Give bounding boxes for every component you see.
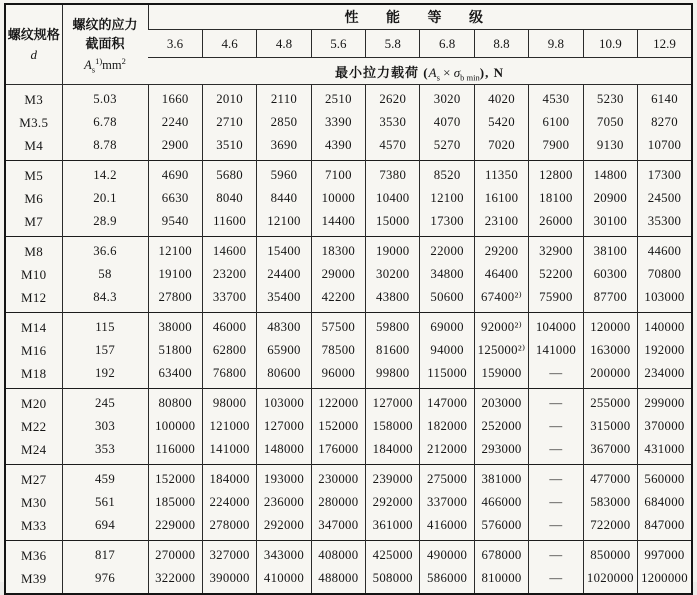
load-value-cell: 381000 [474,465,528,492]
load-value-cell: 2240 [148,111,202,134]
load-value-cell: 367000 [583,438,637,465]
load-value-cell: — [529,362,583,389]
load-value-cell: 10000 [311,187,365,210]
stress-area-cell: 192 [62,362,148,389]
load-value-cell: 35400 [257,286,311,313]
thread-spec-cell: M14 [21,319,47,335]
load-value-cell: 212000 [420,438,474,465]
load-value-cell: 70800 [638,263,692,286]
load-value-cell: 2620 [366,85,420,112]
load-value-cell: — [529,438,583,465]
load-value-cell: 4070 [420,111,474,134]
load-value-cell: 120000 [583,313,637,340]
load-value-cell: 275000 [420,465,474,492]
stress-area-cell: 14.2 [62,161,148,188]
load-value-cell: 2110 [257,85,311,112]
thread-spec-cell: M3 [24,91,44,107]
load-value-cell: 125000²⁾ [474,339,528,362]
thread-spec-cell: M36 [21,547,47,563]
table-row [5,514,692,541]
load-value-cell: 76800 [202,362,256,389]
load-value-cell: 327000 [202,541,256,568]
load-value-cell: 431000 [638,438,692,465]
table-row [5,415,692,438]
load-value-cell: 850000 [583,541,637,568]
stress-area-cell: 5.03 [62,85,148,112]
load-value-cell: 315000 [583,415,637,438]
grade-header: 4.6 [202,30,256,58]
load-value-cell: 23100 [474,210,528,237]
load-value-cell: 98000 [202,389,256,416]
spec-group [5,541,692,595]
load-value-cell: 99800 [366,362,420,389]
stress-area-label-line1: 螺纹的应力 [72,16,138,32]
spec-group [5,161,692,237]
load-value-cell: 18300 [311,237,365,264]
load-value-cell: 1020000 [583,567,637,594]
load-value-cell: 14400 [311,210,365,237]
grade-header: 12.9 [638,30,692,58]
grade-header: 4.8 [257,30,311,58]
load-value-cell: 3020 [420,85,474,112]
load-value-cell: 15000 [366,210,420,237]
load-value-cell: 4570 [366,134,420,161]
stress-area-label-line2: 截面积 [85,36,125,52]
grade-header: 6.8 [420,30,474,58]
load-value-cell: 38100 [583,237,637,264]
load-value-cell: 27800 [148,286,202,313]
stress-area-cell: 976 [62,567,148,594]
load-value-cell: 20900 [583,187,637,210]
stress-area-cell: 561 [62,491,148,514]
load-value-cell: 390000 [202,567,256,594]
stress-area-cell: 115 [62,313,148,340]
table-row [5,263,692,286]
spec-group [5,237,692,313]
table-row [5,438,692,465]
thread-spec-cell: M39 [21,570,47,586]
table-row [5,567,692,594]
load-value-cell: 847000 [638,514,692,541]
table-row [5,491,692,514]
thread-spec-cell: M6 [24,190,44,206]
load-value-cell: 32900 [529,237,583,264]
load-value-cell: 3690 [257,134,311,161]
stress-area-cell: 245 [62,389,148,416]
load-value-cell: 5230 [583,85,637,112]
load-value-cell: 24400 [257,263,311,286]
load-value-cell: 67400²⁾ [474,286,528,313]
load-value-cell: 103000 [257,389,311,416]
load-value-cell: 270000 [148,541,202,568]
load-value-cell: 159000 [474,362,528,389]
stress-area-header [62,4,148,85]
load-value-cell: 224000 [202,491,256,514]
thread-spec-cell: M30 [21,494,47,510]
load-value-cell: 5270 [420,134,474,161]
thread-spec-cell: M16 [21,342,47,358]
load-value-cell: 8520 [420,161,474,188]
grade-header: 9.8 [529,30,583,58]
load-value-cell: 11600 [202,210,256,237]
load-value-cell: — [529,567,583,594]
load-value-cell: 5420 [474,111,528,134]
load-value-cell: 2010 [202,85,256,112]
load-value-cell: 280000 [311,491,365,514]
load-value-cell: 4390 [311,134,365,161]
thread-spec-cell: M3.5 [19,114,49,130]
table-row [5,111,692,134]
load-value-cell: 103000 [638,286,692,313]
load-value-cell: 7900 [529,134,583,161]
table-row [5,339,692,362]
load-value-cell: 127000 [366,389,420,416]
load-value-cell: 46000 [202,313,256,340]
thread-spec-symbol: d [30,46,37,62]
load-value-cell: 158000 [366,415,420,438]
min-load-title: 最小拉力载荷 $(A_s \times \sigma_{b min})$, N [148,58,692,85]
table-row [5,237,692,264]
table-row [5,362,692,389]
load-value-cell: 416000 [420,514,474,541]
load-value-cell: 583000 [583,491,637,514]
thread-spec-cell: M24 [21,441,47,457]
load-value-cell: 17300 [420,210,474,237]
load-value-cell: 5960 [257,161,311,188]
spec-group [5,389,692,465]
grade-header: 8.8 [474,30,528,58]
load-value-cell: 29000 [311,263,365,286]
load-value-cell: 477000 [583,465,637,492]
stress-area-cell: 36.6 [62,237,148,264]
load-value-cell: 6630 [148,187,202,210]
load-value-cell: 2510 [311,85,365,112]
table-row [5,389,692,416]
stress-area-cell: 28.9 [62,210,148,237]
load-value-cell: 6100 [529,111,583,134]
thread-spec-label: 螺纹规格 [7,27,60,42]
thread-spec-cell: M27 [21,471,47,487]
load-value-cell: 337000 [420,491,474,514]
load-value-cell: 140000 [638,313,692,340]
load-value-cell: 185000 [148,491,202,514]
thread-spec-header [5,4,62,85]
load-value-cell: 26000 [529,210,583,237]
table-row [5,313,692,340]
load-value-cell: 997000 [638,541,692,568]
load-value-cell: 508000 [366,567,420,594]
load-value-cell: 104000 [529,313,583,340]
grade-header: 5.6 [311,30,365,58]
load-value-cell: 4690 [148,161,202,188]
load-value-cell: 6140 [638,85,692,112]
load-value-cell: 292000 [257,514,311,541]
load-value-cell: 3530 [366,111,420,134]
load-value-cell: 15400 [257,237,311,264]
load-value-cell: 163000 [583,339,637,362]
table-row [5,465,692,492]
load-value-cell: 16100 [474,187,528,210]
load-value-cell: 678000 [474,541,528,568]
load-value-cell: 370000 [638,415,692,438]
stress-area-cell: 817 [62,541,148,568]
load-value-cell: 810000 [474,567,528,594]
stress-area-cell: 694 [62,514,148,541]
load-value-cell: 192000 [638,339,692,362]
table-row [5,85,692,112]
load-value-cell: 81600 [366,339,420,362]
load-value-cell: 24500 [638,187,692,210]
load-value-cell: 234000 [638,362,692,389]
table-row [5,134,692,161]
load-value-cell: 48300 [257,313,311,340]
load-value-cell: 127000 [257,415,311,438]
load-value-cell: 152000 [148,465,202,492]
load-value-cell: 78500 [311,339,365,362]
load-value-cell: 4530 [529,85,583,112]
load-value-cell: 7380 [366,161,420,188]
load-value-cell: 236000 [257,491,311,514]
stress-area-cell: 459 [62,465,148,492]
load-value-cell: 141000 [202,438,256,465]
load-value-cell: 410000 [257,567,311,594]
load-value-cell: 59800 [366,313,420,340]
load-value-cell: 19100 [148,263,202,286]
load-value-cell: 7100 [311,161,365,188]
load-value-cell: 115000 [420,362,474,389]
stress-area-cell: 58 [62,263,148,286]
grade-header: 3.6 [148,30,202,58]
stress-area-cell: 8.78 [62,134,148,161]
load-value-cell: 466000 [474,491,528,514]
load-value-cell: — [529,389,583,416]
load-value-cell: 8040 [202,187,256,210]
load-value-cell: 11350 [474,161,528,188]
load-value-cell: 18100 [529,187,583,210]
load-value-cell: 8440 [257,187,311,210]
load-value-cell: 230000 [311,465,365,492]
load-value-cell: 63400 [148,362,202,389]
load-value-cell: 2710 [202,111,256,134]
load-value-cell: 203000 [474,389,528,416]
load-value-cell: 12800 [529,161,583,188]
load-value-cell: 12100 [148,237,202,264]
load-value-cell: 96000 [311,362,365,389]
load-value-cell: 38000 [148,313,202,340]
load-value-cell: 14800 [583,161,637,188]
load-value-cell: 299000 [638,389,692,416]
stress-area-cell: 303 [62,415,148,438]
table-row [5,210,692,237]
load-value-cell: 141000 [529,339,583,362]
table-row [5,286,692,313]
load-value-cell: 34800 [420,263,474,286]
load-value-cell: — [529,491,583,514]
load-value-cell: 2850 [257,111,311,134]
load-value-cell: 92000²⁾ [474,313,528,340]
load-value-cell: 80800 [148,389,202,416]
load-value-cell: 490000 [420,541,474,568]
load-value-cell: 10700 [638,134,692,161]
load-value-cell: 361000 [366,514,420,541]
load-value-cell: 9130 [583,134,637,161]
load-value-cell: 147000 [420,389,474,416]
load-value-cell: 19000 [366,237,420,264]
stress-area-cell: 353 [62,438,148,465]
load-value-cell: 722000 [583,514,637,541]
load-value-cell: 42200 [311,286,365,313]
load-value-cell: 9540 [148,210,202,237]
load-value-cell: 30200 [366,263,420,286]
load-value-cell: 43800 [366,286,420,313]
load-value-cell: 1660 [148,85,202,112]
load-value-cell: 148000 [257,438,311,465]
stress-area-cell: 84.3 [62,286,148,313]
load-value-cell: 200000 [583,362,637,389]
load-value-cell: 184000 [366,438,420,465]
load-value-cell: 94000 [420,339,474,362]
spec-group [5,313,692,389]
load-value-cell: 1200000 [638,567,692,594]
load-value-cell: — [529,541,583,568]
load-value-cell: 60300 [583,263,637,286]
stress-area-formula: $A_s^{1)}mm^2$ [84,55,126,75]
load-value-cell: — [529,514,583,541]
load-value-cell: 347000 [311,514,365,541]
spec-group [5,85,692,161]
table-row [5,187,692,210]
load-value-cell: 408000 [311,541,365,568]
thread-spec-cell: M7 [24,213,44,229]
grade-header: 5.8 [366,30,420,58]
load-value-cell: 5680 [202,161,256,188]
thread-spec-cell: M12 [21,289,47,305]
load-value-cell: 3390 [311,111,365,134]
thread-spec-cell: M5 [24,167,44,183]
load-value-cell: 425000 [366,541,420,568]
load-value-cell: 152000 [311,415,365,438]
load-value-cell: 255000 [583,389,637,416]
thread-spec-cell: M8 [24,243,44,259]
load-value-cell: 343000 [257,541,311,568]
thread-spec-cell: M4 [24,137,44,153]
table-row [5,541,692,568]
load-value-cell: 14600 [202,237,256,264]
thread-spec-cell: M22 [21,418,47,434]
load-value-cell: 229000 [148,514,202,541]
grade-header: 10.9 [583,30,637,58]
thread-spec-cell: M20 [21,395,47,411]
load-value-cell: 12100 [257,210,311,237]
load-value-cell: 75900 [529,286,583,313]
load-value-cell: 22000 [420,237,474,264]
stress-area-cell: 6.78 [62,111,148,134]
stress-area-cell: 157 [62,339,148,362]
load-value-cell: 57500 [311,313,365,340]
load-value-cell: 33700 [202,286,256,313]
load-value-cell: 65900 [257,339,311,362]
load-value-cell: 116000 [148,438,202,465]
load-value-cell: 17300 [638,161,692,188]
load-value-cell: 10400 [366,187,420,210]
thread-spec-cell: M10 [21,266,47,282]
load-value-cell: 29200 [474,237,528,264]
load-value-cell: — [529,415,583,438]
load-value-cell: 51800 [148,339,202,362]
load-value-cell: 87700 [583,286,637,313]
load-value-cell: 8270 [638,111,692,134]
load-value-cell: — [529,465,583,492]
load-value-cell: 12100 [420,187,474,210]
load-value-cell: 52200 [529,263,583,286]
performance-grade-title: 性 能 等 级 [148,4,692,30]
load-value-cell: 122000 [311,389,365,416]
load-value-cell: 46400 [474,263,528,286]
load-value-cell: 252000 [474,415,528,438]
load-value-cell: 80600 [257,362,311,389]
load-value-cell: 684000 [638,491,692,514]
load-value-cell: 176000 [311,438,365,465]
load-value-cell: 293000 [474,438,528,465]
table-header [5,4,692,85]
load-value-cell: 62800 [202,339,256,362]
load-value-cell: 100000 [148,415,202,438]
spec-group [5,465,692,541]
load-value-cell: 586000 [420,567,474,594]
load-value-cell: 7020 [474,134,528,161]
load-value-cell: 2900 [148,134,202,161]
table-row [5,161,692,188]
load-value-cell: 35300 [638,210,692,237]
load-value-cell: 44600 [638,237,692,264]
load-value-cell: 3510 [202,134,256,161]
load-value-cell: 4020 [474,85,528,112]
load-value-cell: 292000 [366,491,420,514]
thread-spec-cell: M33 [21,517,47,533]
load-value-cell: 322000 [148,567,202,594]
load-value-cell: 23200 [202,263,256,286]
load-value-cell: 182000 [420,415,474,438]
load-value-cell: 576000 [474,514,528,541]
load-value-cell: 560000 [638,465,692,492]
load-value-cell: 30100 [583,210,637,237]
load-value-cell: 184000 [202,465,256,492]
load-table [4,3,693,595]
stress-area-cell: 20.1 [62,187,148,210]
load-value-cell: 193000 [257,465,311,492]
load-value-cell: 50600 [420,286,474,313]
thread-spec-cell: M18 [21,365,47,381]
load-value-cell: 69000 [420,313,474,340]
load-value-cell: 488000 [311,567,365,594]
load-value-cell: 7050 [583,111,637,134]
load-value-cell: 239000 [366,465,420,492]
load-value-cell: 121000 [202,415,256,438]
load-value-cell: 278000 [202,514,256,541]
